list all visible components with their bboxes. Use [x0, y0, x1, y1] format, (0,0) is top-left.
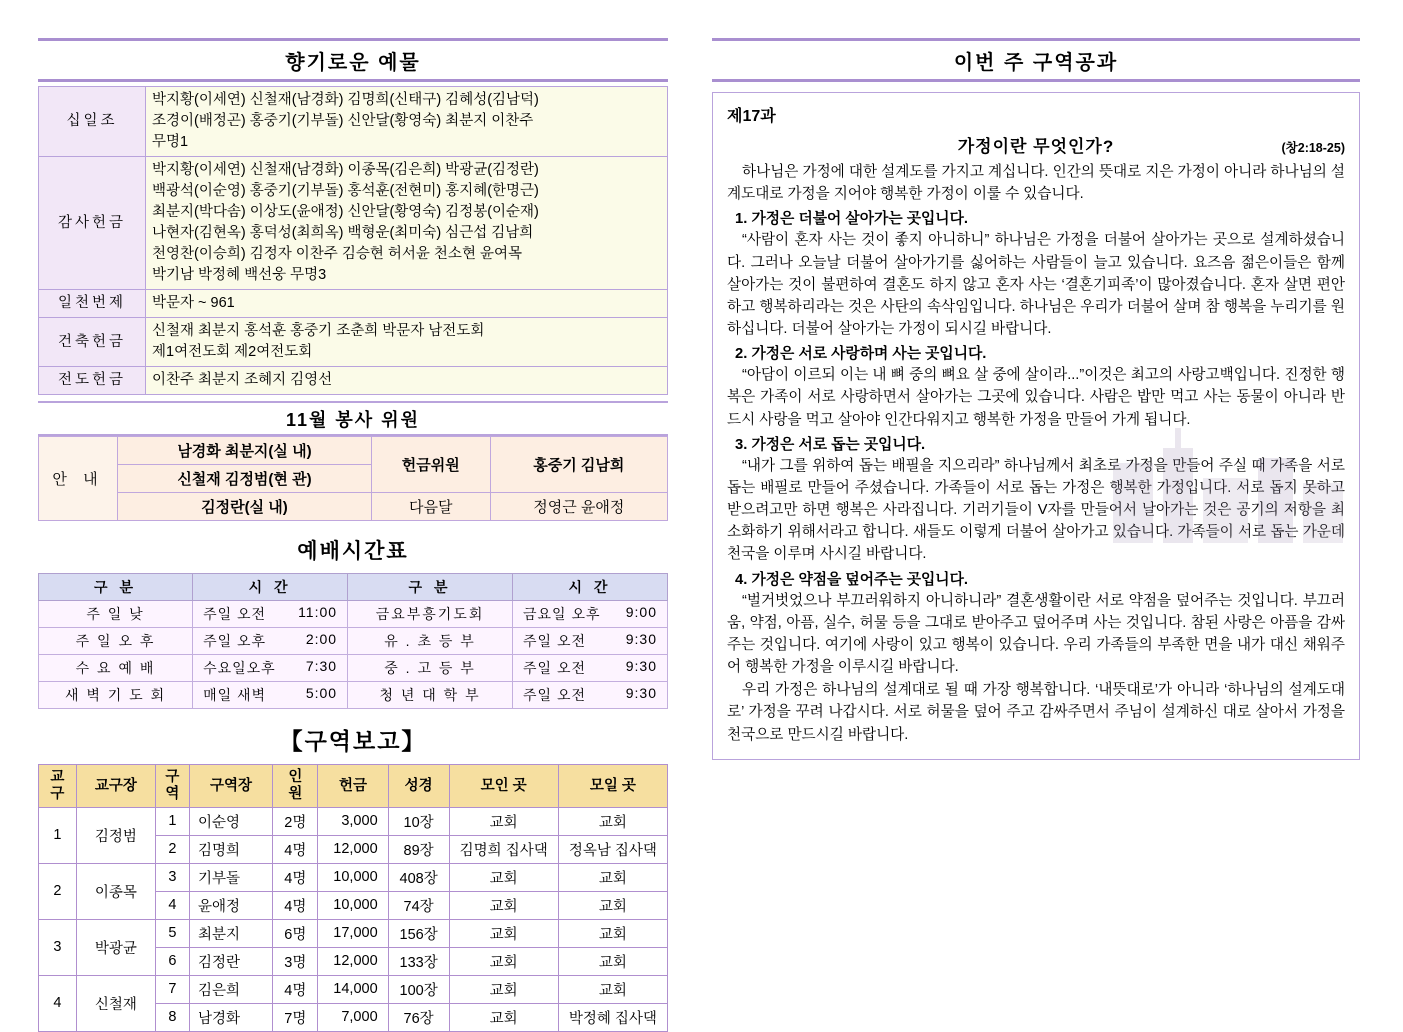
meeting-place: 교회: [449, 1003, 558, 1031]
attendance-count: 4명: [273, 891, 318, 919]
schedule-service-time: 주일 오전 9:30: [513, 655, 668, 682]
schedule-time-value: 5:00: [305, 685, 338, 702]
volunteer-row: [39, 493, 668, 521]
schedule-service-time: 주일 오후 2:00: [193, 628, 348, 655]
attendance-count: 3명: [273, 947, 318, 975]
offering-amount: 3,000: [318, 807, 388, 835]
zone-number: 4: [155, 891, 189, 919]
offering-row: [39, 318, 668, 367]
schedule-service-time: 금요일 오후 9:00: [513, 601, 668, 628]
district-number: 4: [39, 975, 77, 1031]
table-row: [39, 919, 668, 947]
zone-leader-name: 김명희: [189, 835, 272, 863]
next-meeting-place: 교회: [558, 975, 667, 1003]
table-row: [39, 863, 668, 891]
schedule-service-name: 금요부흥기도회: [348, 601, 513, 628]
district-header-cell: 교 구: [39, 765, 77, 807]
attendance-count: 7명: [273, 1003, 318, 1031]
meeting-place: 교회: [449, 919, 558, 947]
schedule-row: [39, 601, 668, 628]
district-number: 2: [39, 863, 77, 919]
bible-chapters: 10장: [388, 807, 449, 835]
volunteer-guide: 김정란(실 내): [118, 493, 372, 521]
meeting-place: 교회: [449, 975, 558, 1003]
meeting-place: 김명희 집사댁: [449, 835, 558, 863]
zone-number: 8: [155, 1003, 189, 1031]
bible-chapters: 89장: [388, 835, 449, 863]
volunteer-offering-members: 홍중기 김남희: [490, 437, 667, 493]
offering-amount: 12,000: [318, 947, 388, 975]
district-head-name: 김정범: [76, 807, 155, 863]
schedule-service-time: 수요일오후 7:30: [193, 655, 348, 682]
meeting-place: 교회: [449, 947, 558, 975]
schedule-service-name: 수 요 예 배: [39, 655, 193, 682]
schedule-header-cell: 시 간: [513, 574, 668, 601]
lesson-paragraph: “아담이 이르되 이는 내 뼈 중의 뼈요 살 중에 살이라...”이것은 최고의 사랑고백입니다. 진정한 행복은 가족이 서로 사랑하면서 살아가는 그곳에 있습니다. 사람은 밥만 먹고 사는 동물이 아니라 반드시 사랑을 먹고 살아야 인간다워지고 행복한 가정을 만들어 가게 됩니다.: [727, 367, 1345, 428]
bible-chapters: 156장: [388, 919, 449, 947]
zone-leader-name: 기부돌: [189, 863, 272, 891]
schedule-service-time: 주일 오전 11:00: [193, 601, 348, 628]
offering-heading: 향기로운 예물: [38, 38, 668, 82]
attendance-count: 6명: [273, 919, 318, 947]
volunteer-mid-label: 헌금위원: [371, 437, 490, 493]
district-header-cell: 인 원: [273, 765, 318, 807]
district-header-cell: 구 역: [155, 765, 189, 807]
volunteer-guide: 남경화 최분지(실 내): [118, 437, 372, 465]
volunteer-next-month-members: 정영근 윤애정: [490, 493, 667, 521]
offering-category: 전도헌금: [39, 367, 146, 395]
lesson-paragraph: 우리 가정은 하나님의 설계대로 될 때 가장 행복합니다. ‘내뜻대로’가 아니라 ‘하나님의 설계도대로’ 가정을 꾸려 나갑시다. 서로 허물을 덮어 주고 감싸주면서 주님이 설계하신 대로 살아서 가정을 천국으로 만드시길 바랍니다.: [727, 682, 1345, 743]
offering-amount: 10,000: [318, 863, 388, 891]
schedule-service-time: 주일 오전 9:30: [513, 682, 668, 709]
district-table: [38, 764, 668, 1031]
district-number: 3: [39, 919, 77, 975]
volunteer-row: [39, 437, 668, 465]
table-row: [39, 975, 668, 1003]
district-header-cell: 성경: [388, 765, 449, 807]
volunteer-side-label: 안 내: [39, 437, 118, 521]
lesson-body: [727, 161, 1345, 746]
zone-leader-name: 최분지: [189, 919, 272, 947]
schedule-header-cell: 구 분: [39, 574, 193, 601]
offering-row: [39, 157, 668, 290]
meeting-place: 교회: [449, 863, 558, 891]
offering-table: [38, 86, 668, 395]
attendance-count: 4명: [273, 835, 318, 863]
lesson-subheading: 4. 가정은 약점을 덮어주는 곳입니다.: [735, 571, 969, 588]
schedule-time-value: 9:30: [625, 631, 657, 648]
schedule-time-value: 9:30: [625, 685, 657, 702]
meeting-place: 교회: [449, 807, 558, 835]
attendance-count: 4명: [273, 975, 318, 1003]
zone-leader-name: 이순영: [189, 807, 272, 835]
volunteer-guide: 신철재 김정범(현 관): [118, 465, 372, 493]
zone-number: 2: [155, 835, 189, 863]
schedule-row: [39, 628, 668, 655]
schedule-service-name: 유 . 초 등 부: [348, 628, 513, 655]
schedule-service-name: 청 년 대 학 부: [348, 682, 513, 709]
district-header-cell: 모인 곳: [449, 765, 558, 807]
schedule-service-name: 주 일 낮: [39, 601, 193, 628]
table-row: [39, 807, 668, 835]
next-meeting-place: 교회: [558, 891, 667, 919]
next-meeting-place: 교회: [558, 919, 667, 947]
lesson-scripture-reference: (창2:18-25): [1281, 141, 1345, 155]
volunteer-heading: 11월 봉사 위원: [38, 401, 668, 436]
district-heading: 【구역보고】: [279, 728, 427, 755]
zone-number: 7: [155, 975, 189, 1003]
offering-names: 이찬주 최분지 조혜지 김영선: [146, 367, 668, 395]
lesson-subheading: 3. 가정은 서로 돕는 곳입니다.: [735, 436, 926, 453]
lesson-box: [712, 92, 1360, 760]
volunteer-table: [38, 436, 668, 521]
attendance-count: 2명: [273, 807, 318, 835]
zone-leader-name: 김정란: [189, 947, 272, 975]
schedule-time-value: 9:00: [625, 604, 657, 621]
district-number: 1: [39, 807, 77, 863]
schedule-service-time: 주일 오전 9:30: [513, 628, 668, 655]
district-header-cell: 구역장: [189, 765, 272, 807]
zone-leader-name: 윤애정: [189, 891, 272, 919]
offering-category: 건축헌금: [39, 318, 146, 367]
offering-category: 감사헌금: [39, 157, 146, 290]
next-meeting-place: 교회: [558, 863, 667, 891]
district-head-name: 박광균: [76, 919, 155, 975]
zone-leader-name: 김은희: [189, 975, 272, 1003]
schedule-service-time: 매일 새벽 5:00: [193, 682, 348, 709]
schedule-time-value: 2:00: [305, 631, 338, 648]
schedule-heading: 예배시간표: [297, 540, 409, 564]
offering-names: 박지황(이세연) 신철재(남경화) 이종목(김은희) 박광균(김정란) 백광석(이순영) 홍중기(기부돌) 홍석훈(전현미) 홍지혜(한명근) 최분지(박다솜) 이상도(윤애정) 신안달(황영숙) 김정봉(이순재) 나현자(김현옥) 홍덕성(최희옥) 백형운(최미숙) 심근섭 김남희 천영찬(이승희) 김정자 이찬주 김승현 허서윤 천소현 윤여목 박기남 박정혜 백선웅 무명3: [146, 157, 668, 290]
bible-chapters: 76장: [388, 1003, 449, 1031]
bible-chapters: 133장: [388, 947, 449, 975]
next-meeting-place: 교회: [558, 807, 667, 835]
lesson-title: 가정이란 무엇인가?: [957, 137, 1115, 156]
offering-amount: 17,000: [318, 919, 388, 947]
district-head-name: 신철재: [76, 975, 155, 1031]
schedule-row: [39, 655, 668, 682]
zone-number: 6: [155, 947, 189, 975]
schedule-service-name: 새 벽 기 도 회: [39, 682, 193, 709]
lesson-number: 제17과: [727, 108, 776, 125]
schedule-row: [39, 682, 668, 709]
lesson-paragraph: 하나님은 가정에 대한 설계도를 가지고 계십니다. 인간의 뜻대로 지은 가정이 아니라 하나님의 설계도대로 가정을 지어야 행복한 가정이 이룰 수 있습니다.: [727, 164, 1345, 203]
offering-category: 일천번제: [39, 290, 146, 318]
district-header-cell: 모일 곳: [558, 765, 667, 807]
next-meeting-place: 정옥남 집사댁: [558, 835, 667, 863]
zone-number: 1: [155, 807, 189, 835]
schedule-header-cell: 구 분: [348, 574, 513, 601]
offering-names: 신철재 최분지 홍석훈 홍중기 조춘희 박문자 남전도회 제1여전도회 제2여전도회: [146, 318, 668, 367]
offering-row: [39, 367, 668, 395]
offering-names: 박지황(이세연) 신철재(남경화) 김명희(신태구) 김혜성(김남덕) 조경이(배정곤) 홍중기(기부돌) 신안달(황영숙) 최분지 이찬주 무명1: [146, 87, 668, 157]
right-column: [712, 38, 1360, 982]
schedule-service-name: 중 . 고 등 부: [348, 655, 513, 682]
offering-row: [39, 87, 668, 157]
schedule-service-name: 주 일 오 후: [39, 628, 193, 655]
offering-category: 십일조: [39, 87, 146, 157]
schedule-time-value: 7:30: [305, 658, 338, 675]
offering-names: 박문자 ~ 961: [146, 290, 668, 318]
zone-leader-name: 남경화: [189, 1003, 272, 1031]
bible-chapters: 74장: [388, 891, 449, 919]
zone-number: 3: [155, 863, 189, 891]
offering-amount: 14,000: [318, 975, 388, 1003]
lesson-paragraph: “내가 그를 위하여 돕는 배필을 지으리라” 하나님께서 최초로 가정을 만들어 주실 때 가족을 서로 돕는 배필로 만들어 주셨습니다. 가족들이 서로 돕는 가정은 행복한 가정입니다. 서로 돕지 못하고 받으려고만 하면 행복은 사라집니다. 기러기들이 V자를 만들어서 날아가는 것은 공기의 저항을 최소화하기 위해서라고 합니다. 새들도 이렇게 더불어 살아가고 있습니다. 가족들이 서로 돕는 가운데 천국을 이루며 사시길 바랍니다.: [727, 457, 1345, 563]
offering-amount: 12,000: [318, 835, 388, 863]
next-meeting-place: 교회: [558, 947, 667, 975]
offering-amount: 10,000: [318, 891, 388, 919]
next-meeting-place: 박정혜 집사댁: [558, 1003, 667, 1031]
volunteer-next-month-label: 다음달: [371, 493, 490, 521]
attendance-count: 4명: [273, 863, 318, 891]
bible-chapters: 100장: [388, 975, 449, 1003]
zone-number: 5: [155, 919, 189, 947]
district-header-cell: 헌금: [318, 765, 388, 807]
offering-row: [39, 290, 668, 318]
meeting-place: 교회: [449, 891, 558, 919]
schedule-time-value: 9:30: [625, 658, 657, 675]
lesson-paragraph: “벌거벗었으나 부끄러워하지 아니하니라” 결혼생활이란 서로 약점을 덮어주는 것입니다. 부끄러움, 약점, 아픔, 실수, 허물 등을 그대로 받아주고 덮어주며 사는 것입니다. 참된 사랑은 아픔을 감싸주는 것입니다. 여기에 사랑이 있고 행복이 있습니다. 우리 가족들의 부족한 면을 내가 대신 채워주어 행복한 가정을 이루시길 바랍니다.: [727, 592, 1345, 676]
lesson-title-row: [727, 132, 1345, 157]
schedule-header-cell: 시 간: [193, 574, 348, 601]
bible-chapters: 408장: [388, 863, 449, 891]
lesson-paragraph: “사람이 혼자 사는 것이 좋지 아니하니” 하나님은 가정을 더불어 살아가는 곳으로 설계하셨습니다. 그러나 오늘날 더불어 살아가기를 싫어하는 사람들이 늘고 있습니다. 요즈음 젊은이들은 함께 살아가는 것이 불편하여 결혼도 하지 않고 혼자 사는 ‘결혼기피족’이 많아졌습니다. 혼자 살면 편안하고 행복하리라는 것은 사탄의 속삭임입니다. 하나님은 우리가 더불어 살며 참 행복을 누리기를 원하십니다. 더불어 살아가는 가정이 되시길 바랍니다.: [727, 232, 1345, 338]
district-head-name: 이종목: [76, 863, 155, 919]
schedule-table: [38, 573, 668, 709]
district-header-cell: 교구장: [76, 765, 155, 807]
lesson-heading: 이번 주 구역공과: [712, 38, 1360, 82]
offering-amount: 7,000: [318, 1003, 388, 1031]
schedule-time-value: 11:00: [298, 604, 338, 621]
lesson-subheading: 2. 가정은 서로 사랑하며 사는 곳입니다.: [735, 346, 987, 363]
lesson-subheading: 1. 가정은 더불어 살아가는 곳입니다.: [735, 211, 969, 228]
left-column: [38, 38, 668, 1027]
